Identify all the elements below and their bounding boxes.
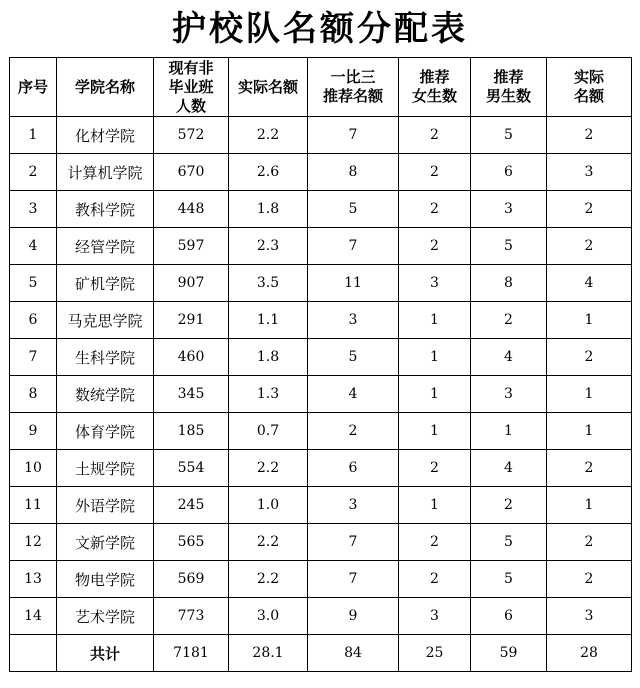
final-quota-cell: 3	[547, 598, 632, 635]
female-count-cell: 2	[399, 228, 471, 265]
college-name-cell: 计算机学院	[57, 154, 154, 191]
actual-quota-cell: 2.2	[229, 117, 308, 154]
final-quota-cell: 1	[547, 302, 632, 339]
college-name-cell: 土规学院	[57, 450, 154, 487]
table-row	[10, 413, 632, 450]
table-row	[10, 561, 632, 598]
female-count-cell: 1	[399, 302, 471, 339]
total-actual-quota: 28.1	[229, 635, 308, 672]
table-row	[10, 117, 632, 154]
totals-row	[10, 635, 632, 672]
students-count-cell: 460	[154, 339, 229, 376]
total-students: 7181	[154, 635, 229, 672]
female-count-cell: 2	[399, 117, 471, 154]
college-name-cell: 体育学院	[57, 413, 154, 450]
one-to-three-cell: 2	[308, 413, 399, 450]
table-body	[10, 117, 632, 635]
college-name-cell: 数统学院	[57, 376, 154, 413]
one-to-three-cell: 4	[308, 376, 399, 413]
one-to-three-cell: 5	[308, 191, 399, 228]
header-students: 现有非 毕业班 人数	[154, 58, 229, 117]
actual-quota-cell: 1.1	[229, 302, 308, 339]
actual-quota-cell: 1.8	[229, 339, 308, 376]
college-name-cell: 外语学院	[57, 487, 154, 524]
college-name-cell: 物电学院	[57, 561, 154, 598]
students-count-cell: 670	[154, 154, 229, 191]
header-final-quota: 实际 名额	[547, 58, 632, 117]
students-count-cell: 245	[154, 487, 229, 524]
table-row	[10, 339, 632, 376]
male-count-cell: 5	[471, 561, 547, 598]
header-one-to-three: 一比三 推荐名额	[308, 58, 399, 117]
header-male: 推荐 男生数	[471, 58, 547, 117]
male-count-cell: 1	[471, 413, 547, 450]
male-count-cell: 5	[471, 524, 547, 561]
female-count-cell: 3	[399, 598, 471, 635]
female-count-cell: 2	[399, 561, 471, 598]
row-index-cell: 7	[10, 339, 57, 376]
actual-quota-cell: 1.0	[229, 487, 308, 524]
header-actual-quota: 实际名额	[229, 58, 308, 117]
female-count-cell: 3	[399, 265, 471, 302]
female-count-cell: 1	[399, 376, 471, 413]
actual-quota-cell: 2.2	[229, 561, 308, 598]
college-name-cell: 教科学院	[57, 191, 154, 228]
final-quota-cell: 2	[547, 561, 632, 598]
total-one-to-three: 84	[308, 635, 399, 672]
female-count-cell: 2	[399, 450, 471, 487]
students-count-cell: 565	[154, 524, 229, 561]
female-count-cell: 1	[399, 339, 471, 376]
table-row	[10, 376, 632, 413]
table-row	[10, 302, 632, 339]
male-count-cell: 6	[471, 598, 547, 635]
final-quota-cell: 2	[547, 450, 632, 487]
male-count-cell: 3	[471, 376, 547, 413]
one-to-three-cell: 7	[308, 524, 399, 561]
actual-quota-cell: 0.7	[229, 413, 308, 450]
header-index: 序号	[10, 58, 57, 117]
male-count-cell: 5	[471, 228, 547, 265]
actual-quota-cell: 3.5	[229, 265, 308, 302]
male-count-cell: 5	[471, 117, 547, 154]
table-row	[10, 450, 632, 487]
row-index-cell: 2	[10, 154, 57, 191]
male-count-cell: 2	[471, 487, 547, 524]
one-to-three-cell: 8	[308, 154, 399, 191]
table-row	[10, 487, 632, 524]
table-row	[10, 191, 632, 228]
table-row	[10, 228, 632, 265]
male-count-cell: 8	[471, 265, 547, 302]
header-row	[10, 58, 632, 117]
final-quota-cell: 1	[547, 413, 632, 450]
one-to-three-cell: 5	[308, 339, 399, 376]
female-count-cell: 1	[399, 413, 471, 450]
final-quota-cell: 1	[547, 376, 632, 413]
college-name-cell: 生科学院	[57, 339, 154, 376]
actual-quota-cell: 1.3	[229, 376, 308, 413]
female-count-cell: 1	[399, 487, 471, 524]
students-count-cell: 554	[154, 450, 229, 487]
row-index-cell: 11	[10, 487, 57, 524]
final-quota-cell: 1	[547, 487, 632, 524]
college-name-cell: 文新学院	[57, 524, 154, 561]
one-to-three-cell: 11	[308, 265, 399, 302]
row-index-cell: 14	[10, 598, 57, 635]
actual-quota-cell: 1.8	[229, 191, 308, 228]
final-quota-cell: 2	[547, 191, 632, 228]
final-quota-cell: 2	[547, 339, 632, 376]
college-name-cell: 经管学院	[57, 228, 154, 265]
students-count-cell: 291	[154, 302, 229, 339]
male-count-cell: 4	[471, 339, 547, 376]
row-index-cell: 9	[10, 413, 57, 450]
male-count-cell: 4	[471, 450, 547, 487]
table-row	[10, 154, 632, 191]
row-index-cell: 8	[10, 376, 57, 413]
actual-quota-cell: 2.2	[229, 450, 308, 487]
one-to-three-cell: 3	[308, 302, 399, 339]
one-to-three-cell: 9	[308, 598, 399, 635]
actual-quota-cell: 2.2	[229, 524, 308, 561]
header-female: 推荐 女生数	[399, 58, 471, 117]
students-count-cell: 448	[154, 191, 229, 228]
one-to-three-cell: 7	[308, 117, 399, 154]
college-name-cell: 化材学院	[57, 117, 154, 154]
students-count-cell: 345	[154, 376, 229, 413]
female-count-cell: 2	[399, 524, 471, 561]
final-quota-cell: 4	[547, 265, 632, 302]
total-index-cell	[10, 635, 57, 672]
actual-quota-cell: 2.3	[229, 228, 308, 265]
row-index-cell: 5	[10, 265, 57, 302]
table-row	[10, 524, 632, 561]
male-count-cell: 3	[471, 191, 547, 228]
students-count-cell: 597	[154, 228, 229, 265]
college-name-cell: 矿机学院	[57, 265, 154, 302]
header-college: 学院名称	[57, 58, 154, 117]
total-male: 59	[471, 635, 547, 672]
one-to-three-cell: 6	[308, 450, 399, 487]
final-quota-cell: 2	[547, 117, 632, 154]
students-count-cell: 907	[154, 265, 229, 302]
table-row	[10, 265, 632, 302]
one-to-three-cell: 7	[308, 228, 399, 265]
final-quota-cell: 2	[547, 228, 632, 265]
one-to-three-cell: 7	[308, 561, 399, 598]
students-count-cell: 185	[154, 413, 229, 450]
students-count-cell: 569	[154, 561, 229, 598]
row-index-cell: 1	[10, 117, 57, 154]
row-index-cell: 10	[10, 450, 57, 487]
female-count-cell: 2	[399, 191, 471, 228]
quota-table	[9, 57, 632, 672]
actual-quota-cell: 3.0	[229, 598, 308, 635]
college-name-cell: 艺术学院	[57, 598, 154, 635]
total-final-quota: 28	[547, 635, 632, 672]
row-index-cell: 12	[10, 524, 57, 561]
row-index-cell: 3	[10, 191, 57, 228]
table-row	[10, 598, 632, 635]
row-index-cell: 6	[10, 302, 57, 339]
page-title: 护校队名额分配表	[172, 9, 468, 49]
total-label: 共计	[57, 635, 154, 672]
final-quota-cell: 3	[547, 154, 632, 191]
total-female: 25	[399, 635, 471, 672]
students-count-cell: 572	[154, 117, 229, 154]
female-count-cell: 2	[399, 154, 471, 191]
male-count-cell: 2	[471, 302, 547, 339]
row-index-cell: 4	[10, 228, 57, 265]
final-quota-cell: 2	[547, 524, 632, 561]
actual-quota-cell: 2.6	[229, 154, 308, 191]
one-to-three-cell: 3	[308, 487, 399, 524]
students-count-cell: 773	[154, 598, 229, 635]
row-index-cell: 13	[10, 561, 57, 598]
college-name-cell: 马克思学院	[57, 302, 154, 339]
male-count-cell: 6	[471, 154, 547, 191]
